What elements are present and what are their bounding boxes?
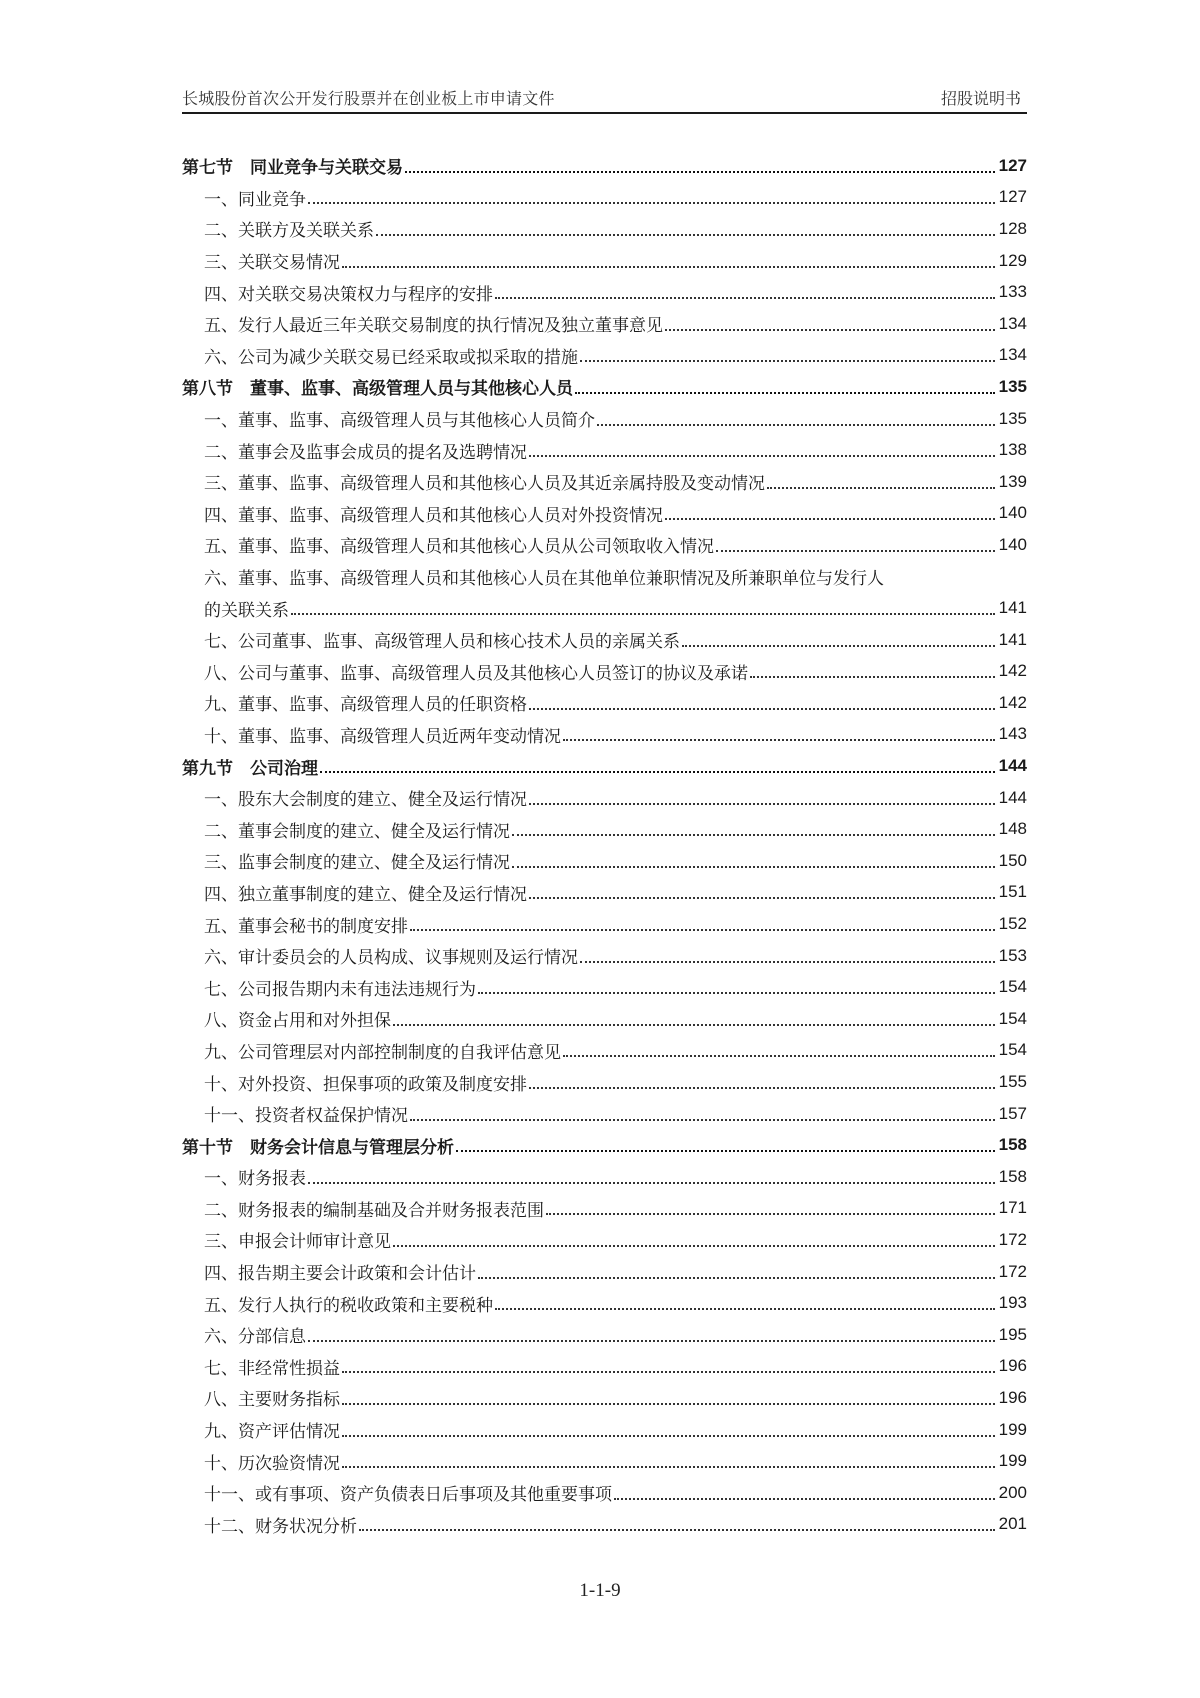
toc-entry[interactable] — [182, 971, 1027, 1003]
dot-leader — [308, 184, 995, 204]
dot-leader — [682, 627, 995, 647]
toc-entry[interactable] — [182, 403, 1027, 435]
toc-entry-title: 的关联关系 — [204, 600, 289, 621]
toc-page-number: 133 — [998, 282, 1027, 302]
toc-page-number: 144 — [998, 787, 1027, 807]
toc-entry[interactable] — [182, 245, 1027, 277]
toc-page-number: 200 — [998, 1482, 1027, 1502]
toc-entry[interactable] — [182, 1161, 1027, 1193]
toc-entry[interactable] — [182, 1351, 1027, 1383]
dot-leader — [342, 1417, 995, 1437]
toc-entry[interactable] — [182, 1382, 1027, 1414]
toc-entry-title: 第七节 同业竞争与关联交易 — [182, 158, 403, 179]
toc-entry[interactable] — [182, 1098, 1027, 1130]
toc-section-entry[interactable] — [182, 150, 1027, 182]
toc-entry-title: 第十节 财务会计信息与管理层分析 — [182, 1137, 454, 1158]
toc-entry[interactable] — [182, 276, 1027, 308]
toc-page-number: 201 — [998, 1514, 1027, 1534]
toc-entry-title: 九、资产评估情况 — [204, 1422, 340, 1443]
toc-page-number: 172 — [998, 1261, 1027, 1281]
toc-page-number: 158 — [998, 1135, 1027, 1155]
toc-page-number: 196 — [998, 1387, 1027, 1407]
dot-leader — [320, 753, 995, 773]
page-number: 1-1-9 — [579, 1580, 621, 1601]
toc-entry-title: 六、分部信息 — [204, 1327, 306, 1348]
toc-section-entry[interactable] — [182, 750, 1027, 782]
toc-page-number: 153 — [998, 945, 1027, 965]
dot-leader — [291, 595, 995, 615]
toc-entry-title: 九、董事、监事、高级管理人员的任职资格 — [204, 695, 527, 716]
toc-entry-title: 二、财务报表的编制基础及合并财务报表范围 — [204, 1200, 544, 1221]
dot-leader — [410, 1101, 995, 1121]
header-document-title: 长城股份首次公开发行股票并在创业板上市申请文件 — [182, 89, 555, 108]
dot-leader — [750, 658, 995, 678]
dot-leader — [767, 469, 995, 489]
dot-leader — [665, 311, 995, 331]
dot-leader — [456, 1132, 995, 1152]
toc-entry-title: 十一、或有事项、资产负债表日后事项及其他重要事项 — [204, 1485, 612, 1506]
toc-entry-title: 八、资金占用和对外担保 — [204, 1011, 391, 1032]
toc-entry-title: 第八节 董事、监事、高级管理人员与其他核心人员 — [182, 379, 573, 400]
dot-leader — [342, 1448, 995, 1468]
toc-entry-title: 四、对关联交易决策权力与程序的安排 — [204, 284, 493, 305]
dot-leader — [308, 1164, 995, 1184]
toc-entry[interactable] — [182, 1414, 1027, 1446]
dot-leader — [393, 1227, 995, 1247]
toc-entry-title: 四、报告期主要会计政策和会计估计 — [204, 1264, 476, 1285]
toc-entry[interactable] — [182, 877, 1027, 909]
toc-page-number: 138 — [998, 440, 1027, 460]
toc-entry[interactable] — [182, 182, 1027, 214]
toc-page-number: 193 — [998, 1293, 1027, 1313]
toc-page-number: 129 — [998, 250, 1027, 270]
dot-leader — [512, 816, 995, 836]
toc-entry-title: 三、监事会制度的建立、健全及运行情况 — [204, 853, 510, 874]
toc-page-number: 140 — [998, 503, 1027, 523]
dot-leader — [342, 1353, 995, 1373]
toc-entry-title: 八、主要财务指标 — [204, 1390, 340, 1411]
dot-leader — [393, 1006, 995, 1026]
dot-leader — [563, 721, 995, 741]
dot-leader — [580, 943, 995, 963]
toc-entry[interactable] — [182, 1477, 1027, 1509]
toc-page-number: 171 — [998, 1198, 1027, 1218]
dot-leader — [342, 248, 995, 268]
toc-entry[interactable] — [182, 687, 1027, 719]
toc-entry[interactable] — [182, 782, 1027, 814]
toc-entry[interactable] — [182, 466, 1027, 498]
toc-entry[interactable] — [182, 1035, 1027, 1067]
toc-entry-title: 七、非经常性损益 — [204, 1358, 340, 1379]
toc-entry[interactable] — [182, 656, 1027, 688]
dot-leader — [308, 1322, 995, 1342]
toc-entry-title: 十、历次验资情况 — [204, 1453, 340, 1474]
toc-entry-title: 一、股东大会制度的建立、健全及运行情况 — [204, 790, 527, 811]
toc-entry-title: 二、董事会制度的建立、健全及运行情况 — [204, 821, 510, 842]
toc-page-number: 148 — [998, 819, 1027, 839]
toc-entry-title: 一、同业竞争 — [204, 189, 306, 210]
toc-entry-title: 四、董事、监事、高级管理人员和其他核心人员对外投资情况 — [204, 505, 663, 526]
toc-entry[interactable] — [182, 1224, 1027, 1256]
toc-entry-title: 十一、投资者权益保护情况 — [204, 1106, 408, 1127]
toc-entry[interactable] — [182, 1256, 1027, 1288]
toc-page-number: 199 — [998, 1451, 1027, 1471]
toc-page-number: 150 — [998, 850, 1027, 870]
toc-entry[interactable] — [182, 845, 1027, 877]
toc-page-number: 154 — [998, 977, 1027, 997]
dot-leader — [359, 1511, 995, 1531]
toc-page-number: 143 — [998, 724, 1027, 744]
toc-entry-title: 五、董事会秘书的制度安排 — [204, 916, 408, 937]
toc-entry-title: 三、关联交易情况 — [204, 253, 340, 274]
toc-page-number: 152 — [998, 914, 1027, 934]
toc-entry-title: 四、独立董事制度的建立、健全及运行情况 — [204, 884, 527, 905]
toc-section-entry[interactable] — [182, 1129, 1027, 1161]
dot-leader — [478, 1259, 995, 1279]
toc-entry-title: 七、公司报告期内未有违法违规行为 — [204, 979, 476, 1000]
dot-leader — [529, 690, 995, 710]
toc-entry[interactable] — [182, 1066, 1027, 1098]
toc-page-number: 158 — [998, 1166, 1027, 1186]
toc-entry-title: 二、关联方及关联关系 — [204, 221, 374, 242]
toc-entry[interactable] — [182, 1193, 1027, 1225]
toc-page-number: 196 — [998, 1356, 1027, 1376]
toc-entry[interactable] — [182, 908, 1027, 940]
toc-entry[interactable] — [182, 1445, 1027, 1477]
toc-entry[interactable] — [182, 561, 1027, 593]
toc-entry[interactable] — [182, 940, 1027, 972]
dot-leader — [529, 879, 995, 899]
toc-entry[interactable] — [182, 434, 1027, 466]
page-header — [182, 84, 1027, 114]
table-of-contents — [182, 150, 1027, 1540]
toc-section-entry[interactable] — [182, 371, 1027, 403]
toc-entry[interactable] — [182, 498, 1027, 530]
dot-leader — [614, 1480, 995, 1500]
toc-page-number: 154 — [998, 1040, 1027, 1060]
toc-entry-title: 三、董事、监事、高级管理人员和其他核心人员及其近亲属持股及变动情况 — [204, 474, 765, 495]
toc-page-number: 199 — [998, 1419, 1027, 1439]
toc-entry-title: 五、董事、监事、高级管理人员和其他核心人员从公司领取收入情况 — [204, 537, 714, 558]
toc-entry-title: 一、董事、监事、高级管理人员与其他核心人员简介 — [204, 411, 595, 432]
toc-page-number: 140 — [998, 534, 1027, 554]
dot-leader — [342, 1385, 995, 1405]
toc-entry[interactable] — [182, 1319, 1027, 1351]
toc-entry-title: 十、对外投资、担保事项的政策及制度安排 — [204, 1074, 527, 1095]
toc-entry[interactable] — [182, 529, 1027, 561]
toc-page-number: 154 — [998, 1008, 1027, 1028]
toc-entry-title: 三、申报会计师审计意见 — [204, 1232, 391, 1253]
dot-leader — [405, 153, 995, 173]
dot-leader — [563, 1037, 995, 1057]
toc-entry[interactable] — [182, 1509, 1027, 1541]
dot-leader — [478, 974, 995, 994]
dot-leader — [546, 1195, 995, 1215]
dot-leader — [529, 785, 995, 805]
toc-page-number: 134 — [998, 313, 1027, 333]
toc-page-number: 135 — [998, 376, 1027, 396]
toc-entry-title: 六、董事、监事、高级管理人员和其他核心人员在其他单位兼职情况及所兼职单位与发行人 — [204, 569, 884, 590]
toc-entry[interactable] — [182, 1003, 1027, 1035]
toc-entry[interactable] — [182, 213, 1027, 245]
toc-entry-title: 五、发行人最近三年关联交易制度的执行情况及独立董事意见 — [204, 316, 663, 337]
dot-leader — [665, 500, 995, 520]
dot-leader — [529, 1069, 995, 1089]
toc-entry[interactable] — [182, 719, 1027, 751]
dot-leader — [597, 406, 995, 426]
toc-entry[interactable] — [182, 340, 1027, 372]
toc-entry[interactable] — [182, 308, 1027, 340]
toc-entry[interactable] — [182, 624, 1027, 656]
toc-page-number: 139 — [998, 471, 1027, 491]
dot-leader — [495, 1290, 995, 1310]
toc-page-number: 128 — [998, 218, 1027, 238]
dot-leader — [716, 532, 995, 552]
toc-entry-title: 六、审计委员会的人员构成、议事规则及运行情况 — [204, 948, 578, 969]
toc-entry[interactable] — [182, 813, 1027, 845]
dot-leader — [512, 848, 995, 868]
toc-page-number: 151 — [998, 882, 1027, 902]
toc-page-number: 141 — [998, 598, 1027, 618]
toc-entry[interactable] — [182, 1287, 1027, 1319]
toc-entry-title: 七、公司董事、监事、高级管理人员和核心技术人员的亲属关系 — [204, 632, 680, 653]
dot-leader — [580, 342, 995, 362]
dot-leader — [529, 437, 995, 457]
toc-page-number: 141 — [998, 629, 1027, 649]
toc-page-number: 142 — [998, 692, 1027, 712]
toc-entry-title: 十二、财务状况分析 — [204, 1516, 357, 1537]
toc-page-number: 155 — [998, 1072, 1027, 1092]
dot-leader — [575, 374, 995, 394]
toc-entry-title: 第九节 公司治理 — [182, 758, 318, 779]
toc-page-number: 144 — [998, 756, 1027, 776]
toc-page-number: 135 — [998, 408, 1027, 428]
toc-entry-title: 六、公司为减少关联交易已经采取或拟采取的措施 — [204, 347, 578, 368]
toc-page-number: 195 — [998, 1324, 1027, 1344]
toc-page-number: 127 — [998, 155, 1027, 175]
toc-page-number: 157 — [998, 1103, 1027, 1123]
toc-entry-title: 九、公司管理层对内部控制制度的自我评估意见 — [204, 1042, 561, 1063]
toc-page-number: 172 — [998, 1229, 1027, 1249]
toc-entry-title: 二、董事会及监事会成员的提名及选聘情况 — [204, 442, 527, 463]
toc-entry-title: 八、公司与董事、监事、高级管理人员及其他核心人员签订的协议及承诺 — [204, 663, 748, 684]
toc-entry[interactable] — [182, 592, 1027, 624]
dot-leader — [495, 279, 995, 299]
dot-leader — [376, 216, 995, 236]
toc-entry-title: 一、财务报表 — [204, 1169, 306, 1190]
toc-page-number: 134 — [998, 345, 1027, 365]
toc-page-number: 142 — [998, 661, 1027, 681]
dot-leader — [410, 911, 995, 931]
header-document-type: 招股说明书 — [940, 89, 1021, 108]
toc-page-number: 127 — [998, 187, 1027, 207]
toc-entry-title: 五、发行人执行的税收政策和主要税种 — [204, 1295, 493, 1316]
toc-entry-title: 十、董事、监事、高级管理人员近两年变动情况 — [204, 726, 561, 747]
